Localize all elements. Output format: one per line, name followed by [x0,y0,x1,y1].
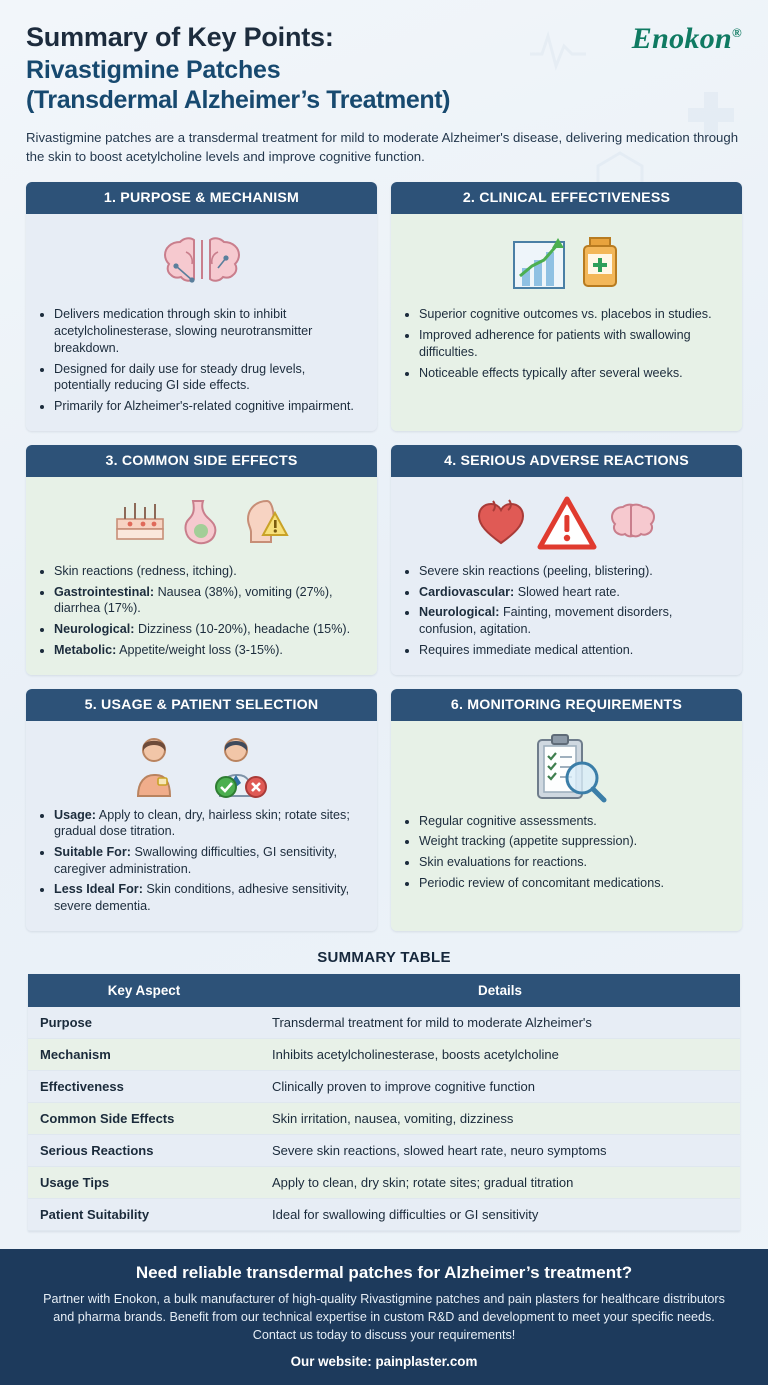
list-item: • Usage: Apply to clean, dry, hairless skin; rotate sites; gradual dose titration. [54,807,365,840]
cell-detail: Severe skin reactions, slowed heart rate, neuro symptoms [260,1134,740,1166]
card-points [419,563,730,659]
card-usage-patient-selection [26,689,377,931]
card-body [26,721,377,931]
card-body [26,214,377,430]
card-common-side-effects [26,445,377,675]
brain-illustration [38,224,365,302]
card-title: 4. SERIOUS ADVERSE REACTIONS [391,445,742,477]
card-title: 5. USAGE & PATIENT SELECTION [26,689,377,721]
usage-illustration [38,731,365,803]
list-item: • Severe skin reactions (peeling, blistering). [419,563,730,580]
page-header [0,0,768,115]
cell-detail: Inhibits acetylcholinesterase, boosts acetylcholine [260,1038,740,1070]
intro-paragraph: Rivastigmine patches are a transdermal treatment for mild to moderate Alzheimer's disease, delivering medication through the skin to boost acetylcholine levels and improve cognitive function. [26,130,739,164]
card-body [26,477,377,675]
footer-website[interactable] [34,1354,734,1369]
brain-icon [605,495,661,551]
cell-detail: Transdermal treatment for mild to moderate Alzheimer's [260,1007,740,1039]
table-row [28,1198,740,1230]
card-monitoring-requirements [391,689,742,931]
page-title-line3: (Transdermal Alzheimer’s Treatment) [26,86,451,114]
brand-registered-mark: ® [731,25,742,40]
card-points [54,807,365,915]
cell-detail: Clinically proven to improve cognitive function [260,1070,740,1102]
table-row [28,1038,740,1070]
list-item: • Primarily for Alzheimer's-related cognitive impairment. [54,398,365,415]
cell-key: Mechanism [28,1038,260,1070]
stomach-icon [175,493,229,553]
list-item: • Noticeable effects typically after several weeks. [419,365,730,382]
card-body [391,721,742,931]
footer-title: Need reliable transdermal patches for Alzheimer’s treatment? [135,1262,633,1282]
list-item: • Designed for daily use for steady drug levels, potentially reducing GI side effects. [54,361,365,394]
cell-key: Effectiveness [28,1070,260,1102]
cell-key: Patient Suitability [28,1198,260,1230]
list-item: • Gastrointestinal: Nausea (38%), vomiting (27%), diarrhea (17%). [54,584,365,617]
card-title: 1. PURPOSE & MECHANISM [26,182,377,214]
page-title-line1: Summary of Key Points: [26,22,334,52]
card-points [54,306,365,414]
card-title: 2. CLINICAL EFFECTIVENESS [391,182,742,214]
page-title-line2: Rivastigmine Patches [26,56,281,84]
heart-icon [473,495,529,551]
footer-website-label: Our website: [290,1353,372,1369]
chart-and-pills-illustration [403,224,730,302]
column-header-key-aspect: Key Aspect [28,974,260,1007]
list-item: • Neurological: Dizziness (10-20%), headache (15%). [54,621,365,638]
medicine-bottle-icon [578,230,624,296]
list-item: • Skin reactions (redness, itching). [54,563,365,580]
table-row [28,1007,740,1039]
cell-key: Usage Tips [28,1166,260,1198]
patient-applying-patch-icon [124,734,198,800]
list-item: • Improved adherence for patients with swallowing difficulties. [419,327,730,360]
list-item: • Skin evaluations for reactions. [419,854,730,871]
card-clinical-effectiveness [391,182,742,430]
skin-irritation-icon [113,493,167,553]
card-points [419,813,730,892]
card-title: 6. MONITORING REQUIREMENTS [391,689,742,721]
list-item: • Metabolic: Appetite/weight loss (3-15%). [54,642,365,659]
brand-logo [632,22,742,56]
list-item: • Delivers medication through skin to inhibit acetylcholinesterase, slowing neurotransmitter breakdown. [54,306,365,356]
table-row [28,1070,740,1102]
column-header-details: Details [260,974,740,1007]
head-warning-icon [237,493,291,553]
card-body [391,477,742,675]
growth-chart-icon [510,230,570,296]
brain-icon [156,226,248,300]
cell-detail: Skin irritation, nausea, vomiting, dizziness [260,1102,740,1134]
table-row [28,1166,740,1198]
list-item: • Regular cognitive assessments. [419,813,730,830]
table-row [28,1102,740,1134]
cell-key: Purpose [28,1007,260,1039]
cell-key: Common Side Effects [28,1102,260,1134]
list-item: • Suitable For: Swallowing difficulties, GI sensitivity, caregiver administration. [54,844,365,877]
list-item: • Superior cognitive outcomes vs. placebos in studies. [419,306,730,323]
footer-website-url[interactable]: painplaster.com [375,1353,478,1369]
footer-body: Partner with Enokon, a bulk manufacturer of high-quality Rivastigmine patches and pain plasters for healthcare distributors and pharma brands. Benefit from our technical expertise in custom R&D and development to meet your specific needs. Contact us today to discuss your requirements! [43,1291,725,1343]
adverse-reactions-illustration [403,487,730,559]
card-points [419,306,730,381]
list-item: • Cardiovascular: Slowed heart rate. [419,584,730,601]
brand-name: Enokon [631,22,732,55]
card-body [391,214,742,430]
list-item: • Less Ideal For: Skin conditions, adhesive sensitivity, severe dementia. [54,881,365,914]
list-item: • Neurological: Fainting, movement disorders, confusion, agitation. [419,604,730,637]
cards-grid [26,182,742,930]
card-points [54,563,365,659]
summary-table [28,974,740,1231]
card-serious-adverse-reactions [391,445,742,675]
doctor-suitability-icon [206,734,280,800]
warning-triangle-icon [537,495,597,551]
list-item: • Requires immediate medical attention. [419,642,730,659]
cell-key: Serious Reactions [28,1134,260,1166]
table-header-row [28,974,740,1007]
clipboard-checklist-icon [524,732,610,808]
monitoring-illustration [403,731,730,809]
list-item: • Periodic review of concomitant medications. [419,875,730,892]
footer-cta [0,1249,768,1385]
cell-detail: Ideal for swallowing difficulties or GI sensitivity [260,1198,740,1230]
card-purpose-mechanism [26,182,377,430]
cell-detail: Apply to clean, dry skin; rotate sites; gradual titration [260,1166,740,1198]
side-effects-illustration [38,487,365,559]
card-title: 3. COMMON SIDE EFFECTS [26,445,377,477]
list-item: • Weight tracking (appetite suppression). [419,833,730,850]
table-row [28,1134,740,1166]
summary-table-title: SUMMARY TABLE [317,948,451,966]
